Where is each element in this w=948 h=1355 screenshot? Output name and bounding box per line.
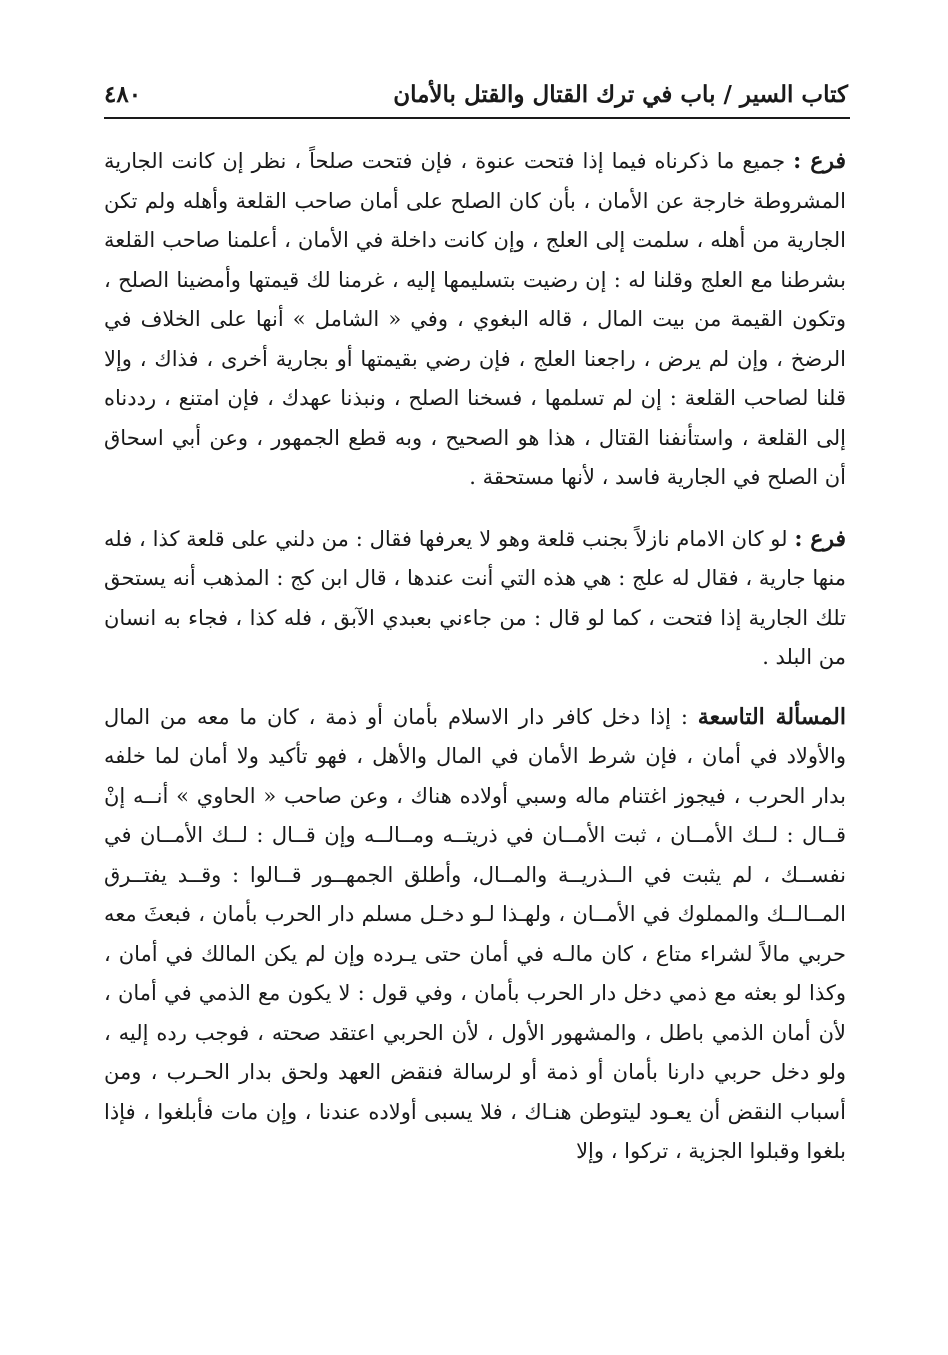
paragraph-gap	[104, 498, 846, 520]
page-number: ٤٨٠	[104, 81, 142, 108]
paragraph-text: لو كان الامام نازلاً بجنب قلعة وهو لا يعرفها فقال : من دلني على قلعة كذا ، فله منها جارية ، فقال له علج : هي هذه التي أنت عندها ، قال ابن كج : المذهب أنه يستحق تلك الجارية إذا فتحت ، كما لو قال : من جاءني بعبدي الآبق ، فله كذا ، فجاء به انسان من البلد .	[104, 526, 846, 669]
paragraph-lead: فرع :	[794, 525, 847, 552]
running-title: كتاب السير / باب في ترك القتال والقتل بالأمان	[393, 81, 848, 108]
header-divider	[104, 117, 850, 119]
paragraph-lead: المسألة التاسعة	[697, 703, 846, 730]
paragraph-text: : إذا دخل كافر دار الاسلام بأمان أو ذمة ، كان ما معه من المال والأولاد في أمان ، فإن شرط الأمان في المال والأهل ، فهو تأكيد ولا أمان لما خلفه بدار الحرب ، فيجوز اغتنام ماله وسبي أولاده هناك ، وعن صاحب « الحاوي » أنــه إنْ قــال : لــك الأمــان ، ثبت الأمــان في ذريتــه ومــالــه وإن قــال : لــك الأمــان في نفســك ، لم يثبت في الــذريــة والمــال، وأطلق الجمهــور قــالوا : وقــد يفتــرق المــالــك والمملوك في الأمــان ، ولهـذا لـو دخـل مسلم دار الحرب بأمان ، فبعثَ معه حربي مالاً لشراء متاع ، كان مالـه في أمان حتى يـرده وإن لم يكن المالك في أمان ، وكذا لو بعثه مع ذمي دخل دار الحرب بأمان ، وفي قول : لا يكون مع الذمي في أمان ، لأن أمان الذمي باطل ، والمشهور الأول ، لأن الحربي اعتقد صحته ، فوجب رده إليه ، ولو دخل حربي دارنا بأمان أو ذمة أو لرسالة فنقض العهد ولحق بدار الحـرب ، ومن أسباب النقض أن يعـود ليتوطن هنـاك ، فلا يسبى أولاده عندنا ، وإن مات فأبلغوا ، فإذا بلغوا وقبلوا الجزية ، تركوا ، وإلا	[104, 704, 846, 1163]
body-text	[104, 142, 846, 1172]
paragraph-masala-9	[104, 698, 846, 1172]
paragraph-far-1	[104, 142, 846, 498]
paragraph-far-2	[104, 520, 846, 678]
paragraph-lead: فرع :	[793, 148, 846, 174]
paragraph-text: جميع ما ذكرناه فيما إذا فتحت عنوة ، فإن فتحت صلحاً ، نظر إن كانت الجارية المشروطة خارجة عن الأمان ، بأن كان الصلح على أمان صاحب القلعة وأهله ولم تكن الجارية من أهله ، سلمت إلى العلج ، وإن كانت داخلة في الأمان ، أعلمنا صاحب القلعة بشرطنا مع العلج وقلنا له : إن رضيت بتسليمها إليه ، غرمنا لك قيمتها وأمضينا الصلح ، وتكون القيمة من بيت المال ، قاله البغوي ، وفي « الشامل » أنها على الخلاف في الرضخ ، وإن لم يرض ، راجعنا العلج ، فإن رضي بقيمتها أو بجارية أخرى ، فذاك ، وإلا قلنا لصاحب القلعة : إن لم تسلمها ، فسخنا الصلح ، ونبذنا عهدك ، فإن امتنع ، رددناه إلى القلعة ، واستأنفنا القتال ، هذا هو الصحيح ، وبه قطع الجمهور ، وعن أبي اسحاق أن الصلح في الجارية فاسد ، لأنها مستحقة .	[104, 149, 846, 489]
page-header	[104, 72, 848, 112]
paragraph-gap	[104, 678, 846, 698]
